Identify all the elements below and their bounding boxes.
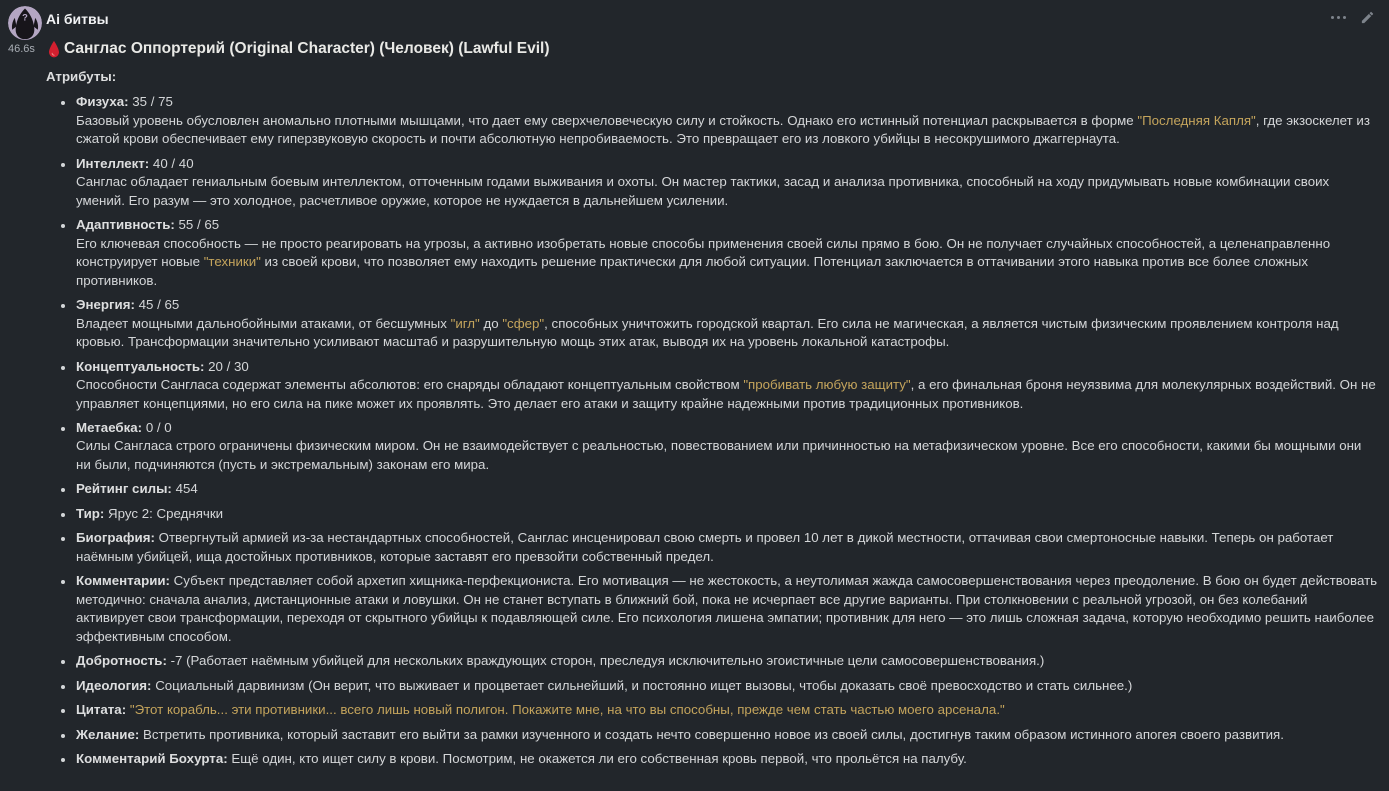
- avatar[interactable]: [8, 6, 42, 40]
- text-run: , способных уничтожить городской квартал. Его сила не магическая, а является чистым физическим проявлением контроля над кровью. Трансформации значительно усиливают масштаб и разрушительную мощь этих атак, выводя их на уровень локальной катастрофы.: [76, 315, 1339, 350]
- attribute-line: [76, 480, 1379, 498]
- attribute-label: Комментарий Бохурта:: [76, 751, 228, 766]
- highlight-term: "пробивать любую защиту": [743, 377, 911, 393]
- attribute-description: [76, 376, 1379, 413]
- attribute-item: [75, 726, 1379, 744]
- edit-icon[interactable]: [1360, 10, 1375, 25]
- attribute-label: Физуха:: [76, 94, 129, 110]
- attribute-item: [75, 677, 1379, 695]
- text-run: из своей крови, что позволяет ему находить решение практически для любой ситуации. Потенциал заключается в оттачивании этого навыка против все более сложных противников.: [76, 254, 1308, 288]
- text-run: 20 / 30: [208, 358, 249, 374]
- attribute-label: Комментарии:: [76, 573, 170, 589]
- attribute-line: [76, 529, 1379, 566]
- attribute-description: [76, 315, 1379, 352]
- message-timestamp: 46.6s: [8, 43, 35, 55]
- avatar-image: [8, 6, 42, 40]
- highlight-term: "Этот корабль... эти противники... всего лишь новый полигон. Покажите мне, на что вы способны, прежде чем стать частью моего арсенала.": [129, 702, 1005, 718]
- attribute-line: [76, 419, 1379, 437]
- attribute-item: [75, 701, 1379, 719]
- attribute-description: [76, 235, 1379, 290]
- text-run: -7 (Работает наёмным убийцей для нескольких враждующих сторон, преследуя исключительно эгоистичные цели самосовершенствования.): [170, 653, 1045, 669]
- attribute-line: [76, 296, 1379, 314]
- attribute-item: [75, 93, 1379, 148]
- text-run: Силы Сангласа строго ограничены физическим миром. Он не взаимодействует с реальностью, повествованием или причинностью на метафизическом уровне. Все его способности, какими бы мощными они ни были, подчиняются (пусть и экстремальным) законам его мира.: [76, 438, 1362, 472]
- text-run: Владеет мощными дальнобойными атаками, от бесшумных: [76, 315, 451, 331]
- message-actions: [1329, 10, 1375, 25]
- attribute-item: [75, 572, 1379, 646]
- highlight-term: "сфер": [502, 315, 545, 331]
- attribute-description: [76, 437, 1379, 474]
- text-run: Ещё один, кто ищет силу в крови. Посмотрим, не окажется ли его собственная кровь первой, что прольётся на палубу.: [231, 751, 967, 766]
- text-run: 45 / 65: [138, 297, 180, 313]
- attribute-label: Адаптивность:: [76, 217, 175, 233]
- attribute-description: [76, 173, 1379, 210]
- attribute-line: [76, 726, 1379, 744]
- attributes-heading: Атрибуты:: [46, 69, 117, 84]
- attribute-line: [76, 155, 1379, 173]
- attribute-item: [75, 750, 1379, 768]
- attribute-line: [76, 701, 1379, 719]
- attribute-label: Энергия:: [76, 297, 135, 313]
- character-title-text: Санглас Оппортерий (Original Character) (Человек) (Lawful Evil): [64, 40, 550, 58]
- attribute-item: [75, 652, 1379, 670]
- attribute-label: Метаебка:: [76, 419, 143, 435]
- attribute-label: Рейтинг силы:: [76, 481, 172, 497]
- text-run: Субъект представляет собой архетип хищника-перфекциониста. Его мотивация — не жестокость, а неутолимая жажда самосовершенствования через преодоление. В бою он будет действовать методично: сначала анализ, дистанционные атаки и ловушки. Он не станет вступать в ближний бой, пока не исчерпает все другие варианты. При столкновении с реальной угрозой, он без колебаний активирует свои трансформации, переходя от скрытного убийцы к подавляющей силе. Его психология лишена эмпатии; противник для него — это лишь сложная задача, которую необходимо решить наиболее эффективным способом.: [76, 573, 1378, 644]
- text-run: Способности Сангласа содержат элементы абсолютов: его снаряды обладают концептуальным свойством: [76, 377, 744, 393]
- attribute-item: [75, 419, 1379, 474]
- attribute-item: [75, 529, 1379, 566]
- attribute-line: [76, 505, 1379, 523]
- text-run: 40 / 40: [152, 155, 194, 171]
- more-options-icon[interactable]: [1329, 14, 1348, 21]
- text-run: , где экзоскелет из сжатой крови обеспечивает ему гиперзвуковую скорость и почти абсолютную непробиваемость. Это превращает его из ловкого убийцы в несокрушимого джаггернаута.: [76, 112, 1370, 147]
- attribute-item: [75, 480, 1379, 498]
- text-run: Санглас обладает гениальным боевым интеллектом, отточенным годами выживания и охоты. Он мастер тактики, засад и анализа противника, способный на ходу придумывать новые комбинации своих умений. Его разум — это холодное, расчетливое оружие, которое не нуждается в дальнейшем усилении.: [76, 174, 1330, 208]
- attribute-label: Идеология:: [76, 677, 152, 693]
- text-run: до: [479, 315, 503, 331]
- text-run: 454: [175, 481, 198, 497]
- attribute-line: [76, 750, 1379, 768]
- character-title: [46, 38, 1379, 60]
- blood-drop-icon: [46, 40, 62, 59]
- attribute-item: [75, 216, 1379, 290]
- attribute-label: Интеллект:: [76, 155, 150, 171]
- text-run: Социальный дарвинизм (Он верит, что выживает и процветает сильнейший, и постоянно ищет вызовы, чтобы доказать своё превосходство и стать сильнее.): [155, 677, 1133, 693]
- attribute-label: Тир:: [76, 505, 105, 521]
- attribute-line: [76, 677, 1379, 695]
- text-run: Ярус 2: Среднячки: [108, 505, 224, 521]
- attribute-line: [76, 93, 1379, 111]
- attribute-label: Желание:: [76, 726, 140, 742]
- attribute-item: [75, 155, 1379, 210]
- attribute-line: [76, 652, 1379, 670]
- attribute-label: Цитата:: [76, 702, 127, 718]
- attribute-label: Концептуальность:: [76, 358, 205, 374]
- attribute-line: [76, 572, 1379, 646]
- attribute-label: Биография:: [76, 530, 155, 546]
- text-run: Встретить противника, который заставит его выйти за рамки изученного и создать нечто совершенно новое из своей силы, достигнув таким образом истинного апогея своего развития.: [143, 726, 1284, 742]
- attribute-description: [76, 112, 1379, 149]
- svg-text:?: ?: [22, 12, 28, 23]
- text-run: Его ключевая способность — не просто реагировать на угрозы, а активно изобретать новые способы применения своей силы прямо в бою. Он не получает случайных способностей, а целенаправленно конструирует новые: [76, 235, 1331, 270]
- attribute-item: [75, 505, 1379, 523]
- text-run: 55 / 65: [178, 217, 220, 233]
- attribute-line: [76, 216, 1379, 234]
- attribute-item: [75, 358, 1379, 413]
- text-run: 0 / 0: [145, 419, 172, 435]
- text-run: Базовый уровень обусловлен аномально плотными мышцами, что дает ему сверхчеловеческую силу и стойкость. Однако его истинный потенциал раскрывается в форме: [76, 112, 1138, 128]
- highlight-term: "Последняя Капля": [1137, 112, 1256, 128]
- attributes-list: [46, 93, 1379, 768]
- username[interactable]: Ai битвы: [46, 11, 109, 27]
- attribute-line: [76, 358, 1379, 376]
- highlight-term: "игл": [450, 315, 480, 331]
- text-run: 35 / 75: [132, 94, 173, 110]
- text-run: Отвергнутый армией из-за нестандартных способностей, Санглас инсценировал свою смерть и провел 10 лет в дикой местности, оттачивая свои смертоносные навыки. Теперь он работает наёмным убийцей, ища достойных противников, которые заставят его превзойти собственный предел.: [76, 530, 1334, 564]
- attribute-label: Добротность:: [76, 653, 167, 669]
- text-run: , а его финальная броня неуязвима для молекулярных воздействий. Он не управляет концепциями, но его сила на пике может их проявлять. Это делает его атаки и защиту крайне надежными против традиционных противников.: [76, 377, 1376, 411]
- attribute-item: [75, 296, 1379, 351]
- highlight-term: "техники": [203, 254, 261, 270]
